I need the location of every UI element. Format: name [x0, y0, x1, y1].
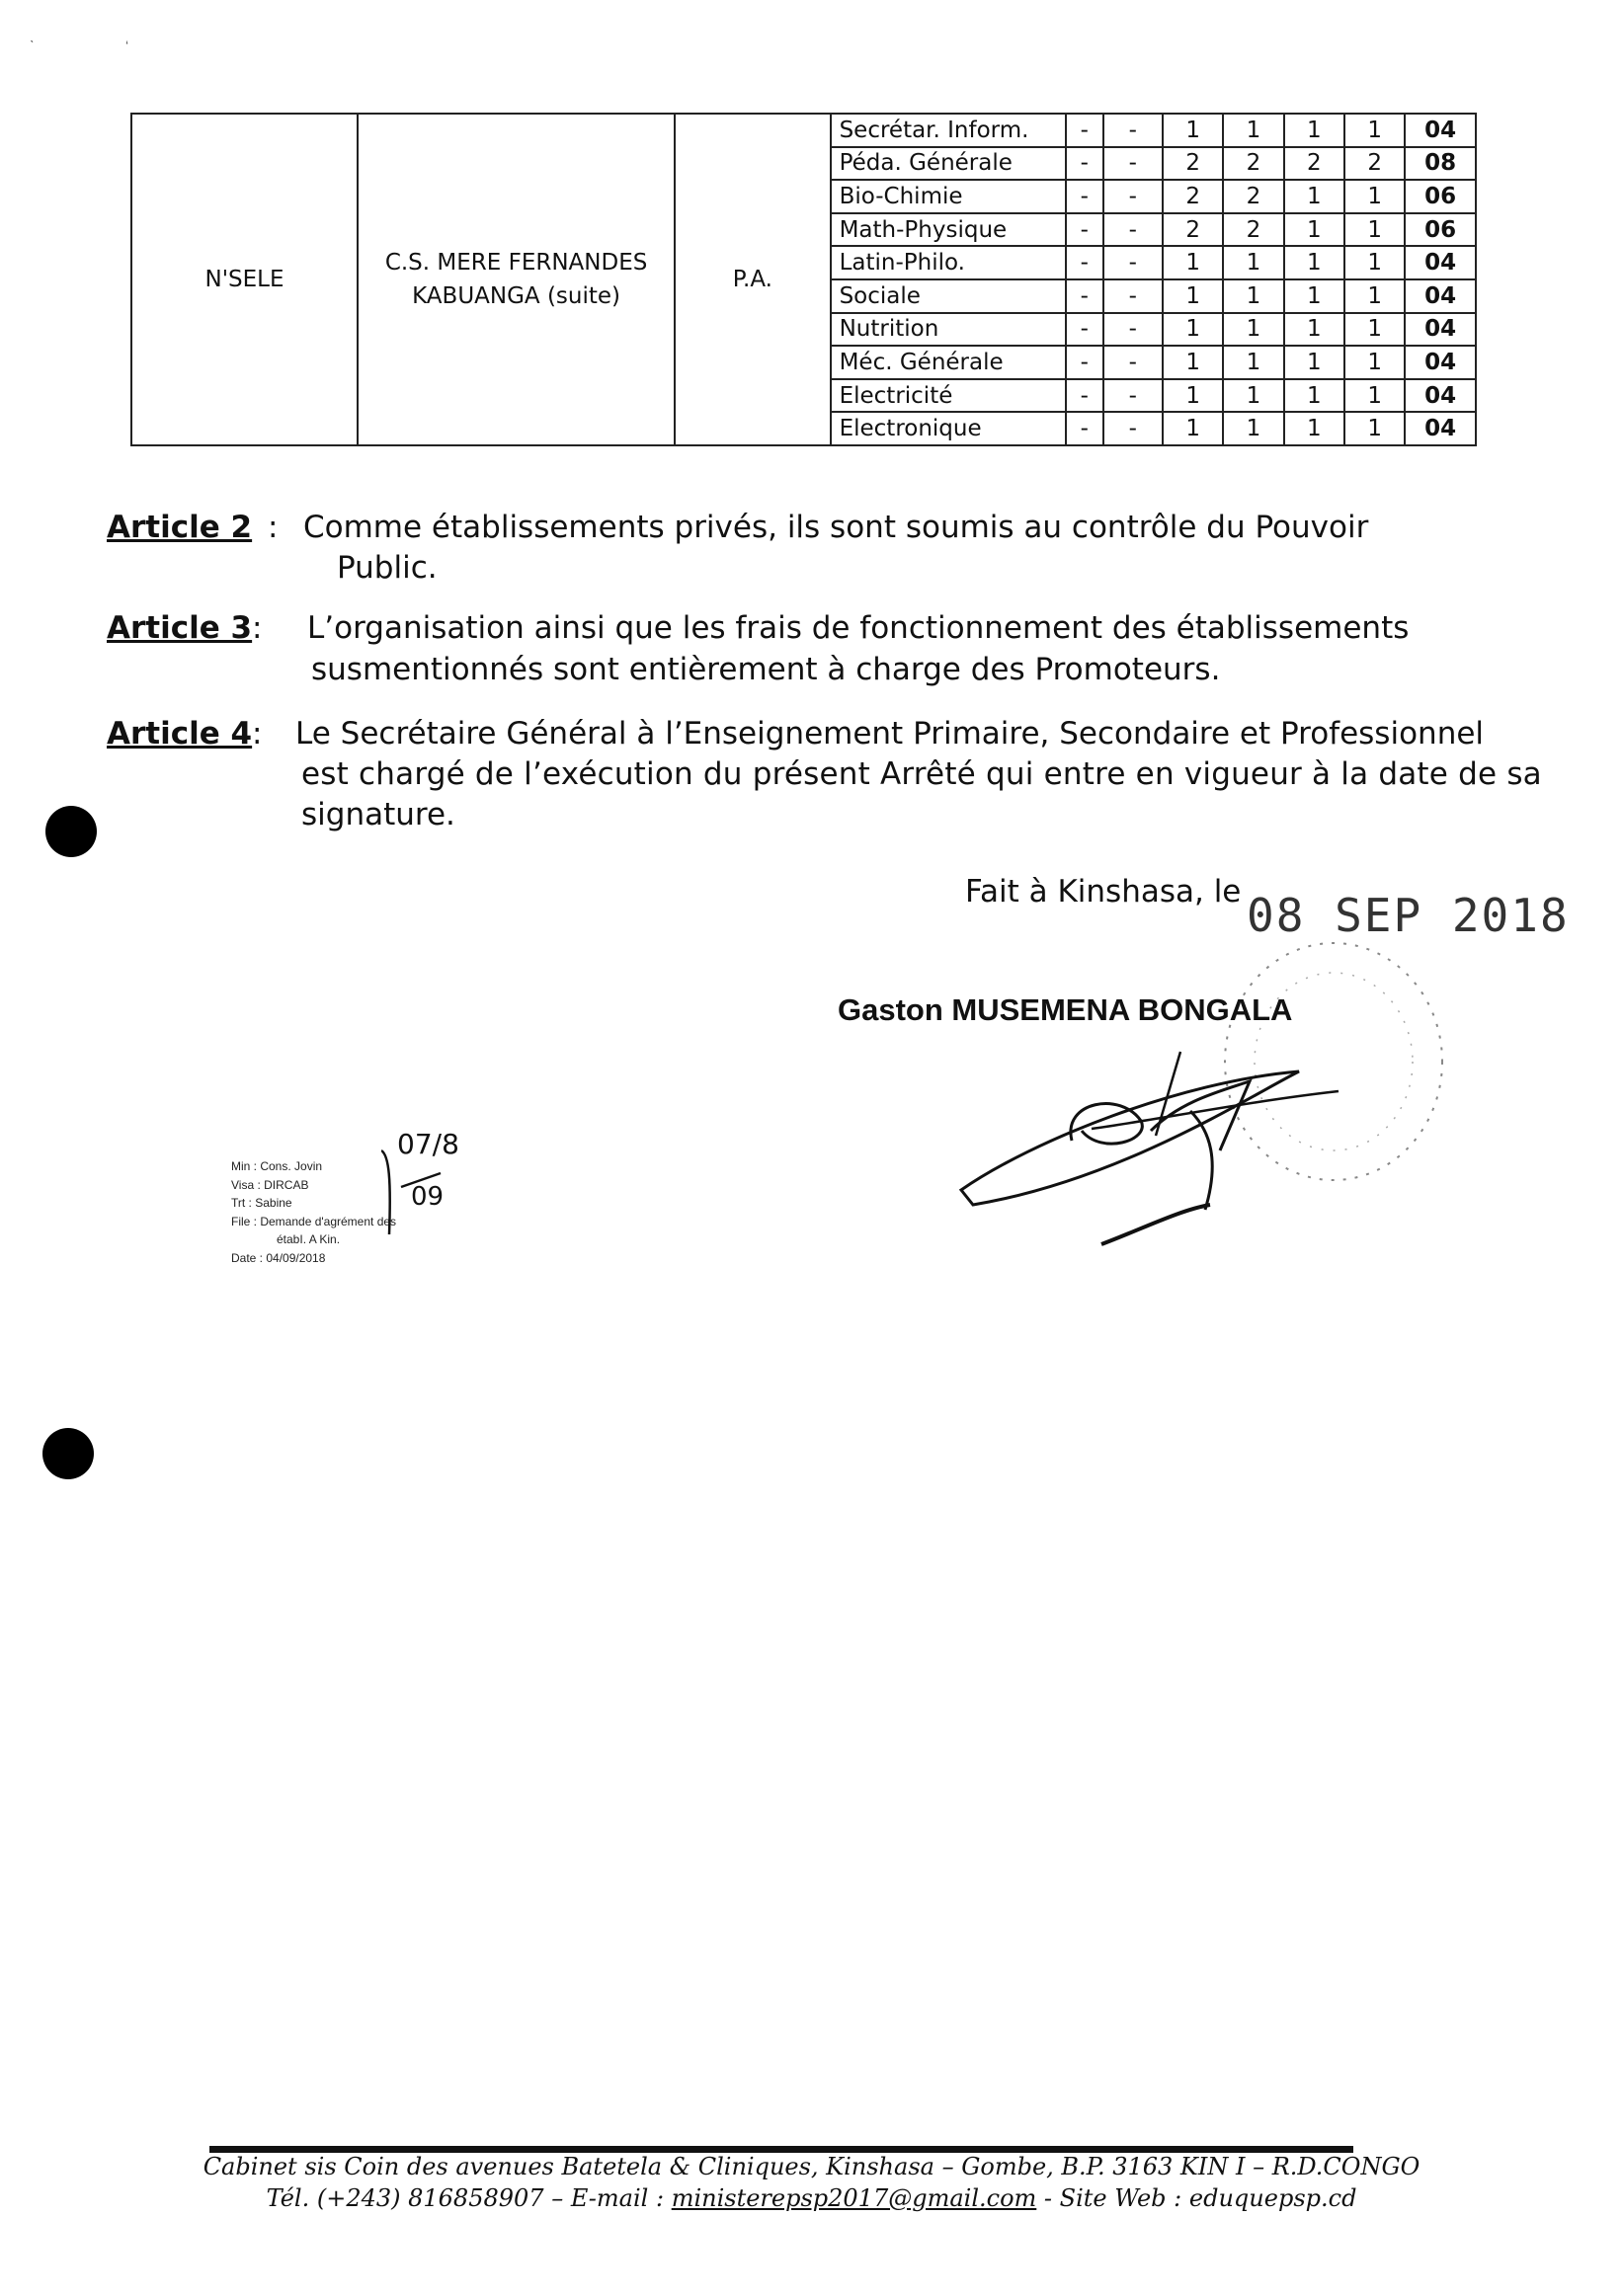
class-count-cell: - [1103, 114, 1163, 147]
footer-site-label: Site Web : [1059, 2184, 1182, 2212]
class-count-cell: - [1066, 147, 1103, 181]
stamped-date: 08 SEP 2018 [1247, 889, 1570, 942]
class-count-cell: 1 [1284, 346, 1344, 379]
article-4-line-2: est chargé de l’exécution du présent Arrêté qui entre en vigueur à la date de sa [301, 756, 1542, 792]
class-count-cell: 1 [1284, 180, 1344, 213]
article-2: Article 2 : Comme établissements privés, ils sont soumis au contrôle du Pouvoir Public. [107, 507, 1509, 595]
footer-rule [209, 2146, 1353, 2153]
option-name: Electricité [831, 379, 1066, 413]
class-count-cell: - [1103, 246, 1163, 279]
scan-speck: ˋ [30, 38, 35, 53]
class-count-cell: - [1066, 279, 1103, 313]
total-cell: 04 [1405, 279, 1476, 313]
class-count-cell: 1 [1344, 114, 1405, 147]
class-count-cell: - [1066, 346, 1103, 379]
class-count-cell: 1 [1163, 279, 1223, 313]
total-cell: 04 [1405, 379, 1476, 413]
initials-date-a: 07/8 [397, 1128, 459, 1160]
class-count-cell: - [1066, 313, 1103, 347]
reference-visa: Visa : DIRCAB [231, 1177, 309, 1192]
class-count-cell: 1 [1163, 246, 1223, 279]
reference-trt: Trt : Sabine [231, 1196, 292, 1210]
school-allocation-table [130, 113, 1477, 446]
class-count-cell: - [1103, 346, 1163, 379]
class-count-cell: 1 [1284, 279, 1344, 313]
class-count-cell: - [1103, 412, 1163, 445]
class-count-cell: - [1103, 313, 1163, 347]
footer-contact: Tél. (+243) 816858907 – E-mail : ministerepsp2017@gmail.com - Site Web : eduquepsp.cd [266, 2184, 1357, 2212]
class-count-cell: 1 [1344, 313, 1405, 347]
article-4-line-1: Le Secrétaire Général à l’Enseignement Primaire, Secondaire et Professionnel [295, 716, 1485, 752]
class-count-cell: 1 [1223, 114, 1283, 147]
class-count-cell: 2 [1284, 147, 1344, 181]
article-2-label: Article 2 [107, 510, 253, 545]
class-count-cell: 2 [1163, 213, 1223, 247]
footer-email-link[interactable]: ministerepsp2017@gmail.com [671, 2184, 1037, 2212]
class-count-cell: 1 [1284, 412, 1344, 445]
class-count-cell: - [1066, 114, 1103, 147]
class-count-cell: 1 [1163, 379, 1223, 413]
footer-address: Cabinet sis Coin des avenues Batetela & Cliniques, Kinshasa – Gombe, B.P. 3163 KIN I – R.D.CONGO [203, 2153, 1420, 2180]
class-count-cell: 1 [1344, 379, 1405, 413]
total-cell: 04 [1405, 313, 1476, 347]
footer-email-label: E-mail : [570, 2184, 665, 2212]
table-row [131, 114, 1476, 147]
total-cell: 06 [1405, 180, 1476, 213]
class-count-cell: 1 [1223, 246, 1283, 279]
scan-speck: ‘ [125, 38, 129, 53]
article-3-label: Article 3 [107, 610, 253, 646]
reference-file: File : Demande d'agrément des [231, 1214, 397, 1228]
class-count-cell: 2 [1163, 147, 1223, 181]
class-count-cell: 1 [1223, 279, 1283, 313]
class-count-cell: - [1066, 213, 1103, 247]
school-cell: C.S. MERE FERNANDES KABUANGA (suite) [358, 114, 675, 445]
reference-date: Date : 04/09/2018 [231, 1250, 326, 1265]
class-count-cell: - [1103, 213, 1163, 247]
option-name: Nutrition [831, 313, 1066, 347]
option-name: Méc. Générale [831, 346, 1066, 379]
handwritten-initials [381, 1126, 480, 1234]
class-count-cell: 1 [1344, 279, 1405, 313]
class-count-cell: - [1103, 379, 1163, 413]
article-4-line-3: signature. [301, 797, 455, 832]
article-4: Article 4 : Le Secrétaire Général à l’Enseignement Primaire, Secondaire et Professionnel est chargé de l’exécution du présent Arrêté qui entre en vigueur à la date de sa signature. [107, 713, 1509, 841]
option-name: Bio-Chimie [831, 180, 1066, 213]
option-name: Sociale [831, 279, 1066, 313]
handwritten-signature [953, 1042, 1368, 1279]
footer-site: eduquepsp.cd [1188, 2184, 1357, 2212]
class-count-cell: 2 [1163, 180, 1223, 213]
class-count-cell: 1 [1223, 412, 1283, 445]
signatory-name: Gaston MUSEMENA BONGALA [838, 992, 1293, 1027]
class-count-cell: 2 [1223, 147, 1283, 181]
article-2-line-1: Comme établissements privés, ils sont soumis au contrôle du Pouvoir [303, 510, 1369, 545]
class-count-cell: - [1066, 246, 1103, 279]
class-count-cell: 1 [1284, 114, 1344, 147]
class-count-cell: 1 [1223, 313, 1283, 347]
class-count-cell: 1 [1163, 346, 1223, 379]
class-count-cell: 1 [1344, 412, 1405, 445]
article-2-line-2: Public. [337, 550, 438, 586]
option-name: Secrétar. Inform. [831, 114, 1066, 147]
option-name: Math-Physique [831, 213, 1066, 247]
footer-phone: Tél. (+243) 816858907 [266, 2184, 544, 2212]
option-name: Electronique [831, 412, 1066, 445]
class-count-cell: 1 [1344, 180, 1405, 213]
article-4-label: Article 4 [107, 716, 253, 752]
class-count-cell: 1 [1163, 412, 1223, 445]
total-cell: 04 [1405, 114, 1476, 147]
class-count-cell: 1 [1284, 379, 1344, 413]
place-and-date-label: Fait à Kinshasa, le [965, 874, 1242, 910]
commune-cell: N'SELE [131, 114, 358, 445]
class-count-cell: 1 [1344, 213, 1405, 247]
class-count-cell: 1 [1163, 114, 1223, 147]
class-count-cell: 1 [1344, 346, 1405, 379]
class-count-cell: - [1066, 379, 1103, 413]
article-3-line-1: L’organisation ainsi que les frais de fonctionnement des établissements [307, 610, 1410, 646]
class-count-cell: - [1103, 180, 1163, 213]
class-count-cell: 2 [1223, 180, 1283, 213]
class-count-cell: 1 [1223, 346, 1283, 379]
class-count-cell: - [1066, 412, 1103, 445]
class-count-cell: 1 [1284, 246, 1344, 279]
option-name: Latin-Philo. [831, 246, 1066, 279]
initials-date-b: 09 [411, 1182, 445, 1212]
class-count-cell: 1 [1284, 313, 1344, 347]
option-name: Péda. Générale [831, 147, 1066, 181]
class-count-cell: 1 [1163, 313, 1223, 347]
punch-hole-lower [42, 1428, 94, 1479]
reference-file-cont: étabI. A Kin. [277, 1232, 341, 1246]
article-3: Article 3 : L’organisation ainsi que les frais de fonctionnement des établissements susmentionnés sont entièrement à charge des Promoteurs. [107, 607, 1509, 696]
class-count-cell: - [1066, 180, 1103, 213]
class-count-cell: - [1103, 279, 1163, 313]
reference-min: Min : Cons. Jovin [231, 1159, 323, 1173]
total-cell: 06 [1405, 213, 1476, 247]
total-cell: 04 [1405, 346, 1476, 379]
class-count-cell: 1 [1284, 213, 1344, 247]
total-cell: 04 [1405, 246, 1476, 279]
class-count-cell: 2 [1223, 213, 1283, 247]
punch-hole-upper [45, 806, 97, 857]
class-count-cell: 2 [1344, 147, 1405, 181]
total-cell: 08 [1405, 147, 1476, 181]
network-cell: P.A. [675, 114, 830, 445]
total-cell: 04 [1405, 412, 1476, 445]
class-count-cell: 1 [1223, 379, 1283, 413]
class-count-cell: - [1103, 147, 1163, 181]
article-3-line-2: susmentionnés sont entièrement à charge des Promoteurs. [311, 652, 1221, 687]
class-count-cell: 1 [1344, 246, 1405, 279]
reference-block [231, 1157, 396, 1267]
